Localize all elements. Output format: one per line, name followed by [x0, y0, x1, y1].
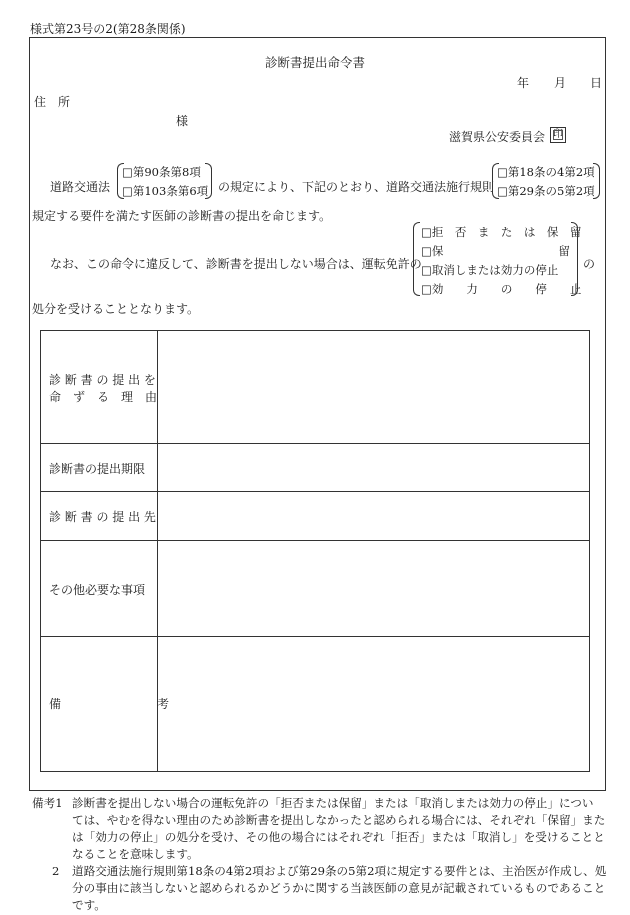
row-label-line: 命 ず る 理 由	[49, 390, 158, 404]
form-number: 様式第23号の2(第28条関係)	[30, 22, 186, 36]
paragraph1-lead: 道路交通法	[50, 180, 111, 194]
date-month: 月	[554, 76, 567, 90]
note1-line: は「効力の停止」の処分を受け、その他の場合にはそれぞれ「拒否」または「取消し」を受けることと	[72, 830, 605, 844]
document-title: 診断書提出命令書	[264, 55, 365, 70]
row-label-line: 診断書の提出期限	[49, 462, 146, 476]
bracket-right	[593, 163, 600, 199]
penalty-option-hold: □保 留	[421, 244, 570, 258]
detail-table	[40, 330, 590, 772]
rule-option-18: □第18条の4第2項	[497, 165, 595, 179]
law-option-90: □第90条第8項	[122, 165, 201, 179]
row-label-line: その他必要な事項	[49, 583, 146, 597]
other-matters-field[interactable]	[158, 541, 589, 637]
paragraph2-particle: の	[583, 257, 596, 271]
note2-line: です。	[72, 898, 106, 912]
paragraph2-lead: なお、この命令に違反して、診断書を提出しない場合は、運転免許の	[50, 257, 422, 271]
penalty-option-refuse-or-hold: □拒 否 ま た は 保 留	[421, 225, 582, 239]
row-label	[41, 331, 158, 443]
issuer-name: 滋賀県公安委員会	[449, 130, 546, 144]
note1-line: ては、やむを得ない理由のため診断書を提出しなかったと認められる場合には、それぞれ「保留」また	[72, 813, 606, 827]
bracket-left	[413, 222, 420, 296]
bracket-right	[205, 163, 212, 199]
row-label-line: 診 断 書 の 提 出 先	[49, 510, 156, 524]
row-label-line: 診 断 書 の 提 出 を	[49, 373, 156, 387]
row-label	[41, 492, 158, 541]
paragraph2-tail: 処分を受けることとなります。	[32, 302, 200, 316]
table-row-destination	[41, 491, 589, 541]
note1-line: 診断書を提出しない場合の運転免許の「拒否または保留」または「取消しまたは効力の停止」につい	[72, 796, 594, 810]
bracket-right	[571, 222, 578, 296]
date-year: 年	[517, 76, 530, 90]
penalty-option-suspend: □効 力 の 停 止	[421, 282, 582, 296]
paragraph1-middle: の規定により、下記のとおり、道路交通法施行規則	[218, 180, 495, 194]
table-row-other	[41, 540, 589, 637]
notes-heading: 備考1	[32, 796, 63, 810]
penalty-option-revoke-or-suspend: □取消しまたは効力の停止	[421, 263, 559, 277]
paragraph1-tail: 規定する要件を満たす医師の診断書の提出を命じます。	[32, 209, 332, 223]
note2-number: 2	[52, 864, 60, 878]
address-label: 住 所	[34, 95, 71, 109]
reason-field[interactable]	[158, 331, 589, 443]
row-label	[41, 444, 158, 492]
destination-field[interactable]	[158, 492, 589, 541]
seal-mark: 印	[550, 127, 566, 143]
note2-line: 道路交通法施行規則第18条の4第2項および第29条の5第2項に規定する要件とは、主治医が作成し、処	[72, 864, 607, 878]
date-day: 日	[590, 76, 603, 90]
table-row-reason	[41, 331, 589, 443]
row-label-line: 備 考	[49, 697, 170, 711]
table-row-remarks	[41, 636, 589, 772]
note2-line: 分の事由に該当しないと認められるかどうかに関する当該医師の意見が記載されているものであること	[72, 881, 606, 895]
remarks-field[interactable]	[158, 637, 589, 772]
row-label	[41, 637, 170, 772]
rule-option-29: □第29条の5第2項	[497, 184, 595, 198]
row-label	[41, 541, 158, 637]
note1-line: なることを意味します。	[72, 847, 199, 861]
law-option-103: □第103条第6項	[122, 184, 209, 198]
deadline-field[interactable]	[158, 444, 589, 492]
honorific: 様	[176, 114, 189, 128]
table-row-deadline	[41, 443, 589, 492]
